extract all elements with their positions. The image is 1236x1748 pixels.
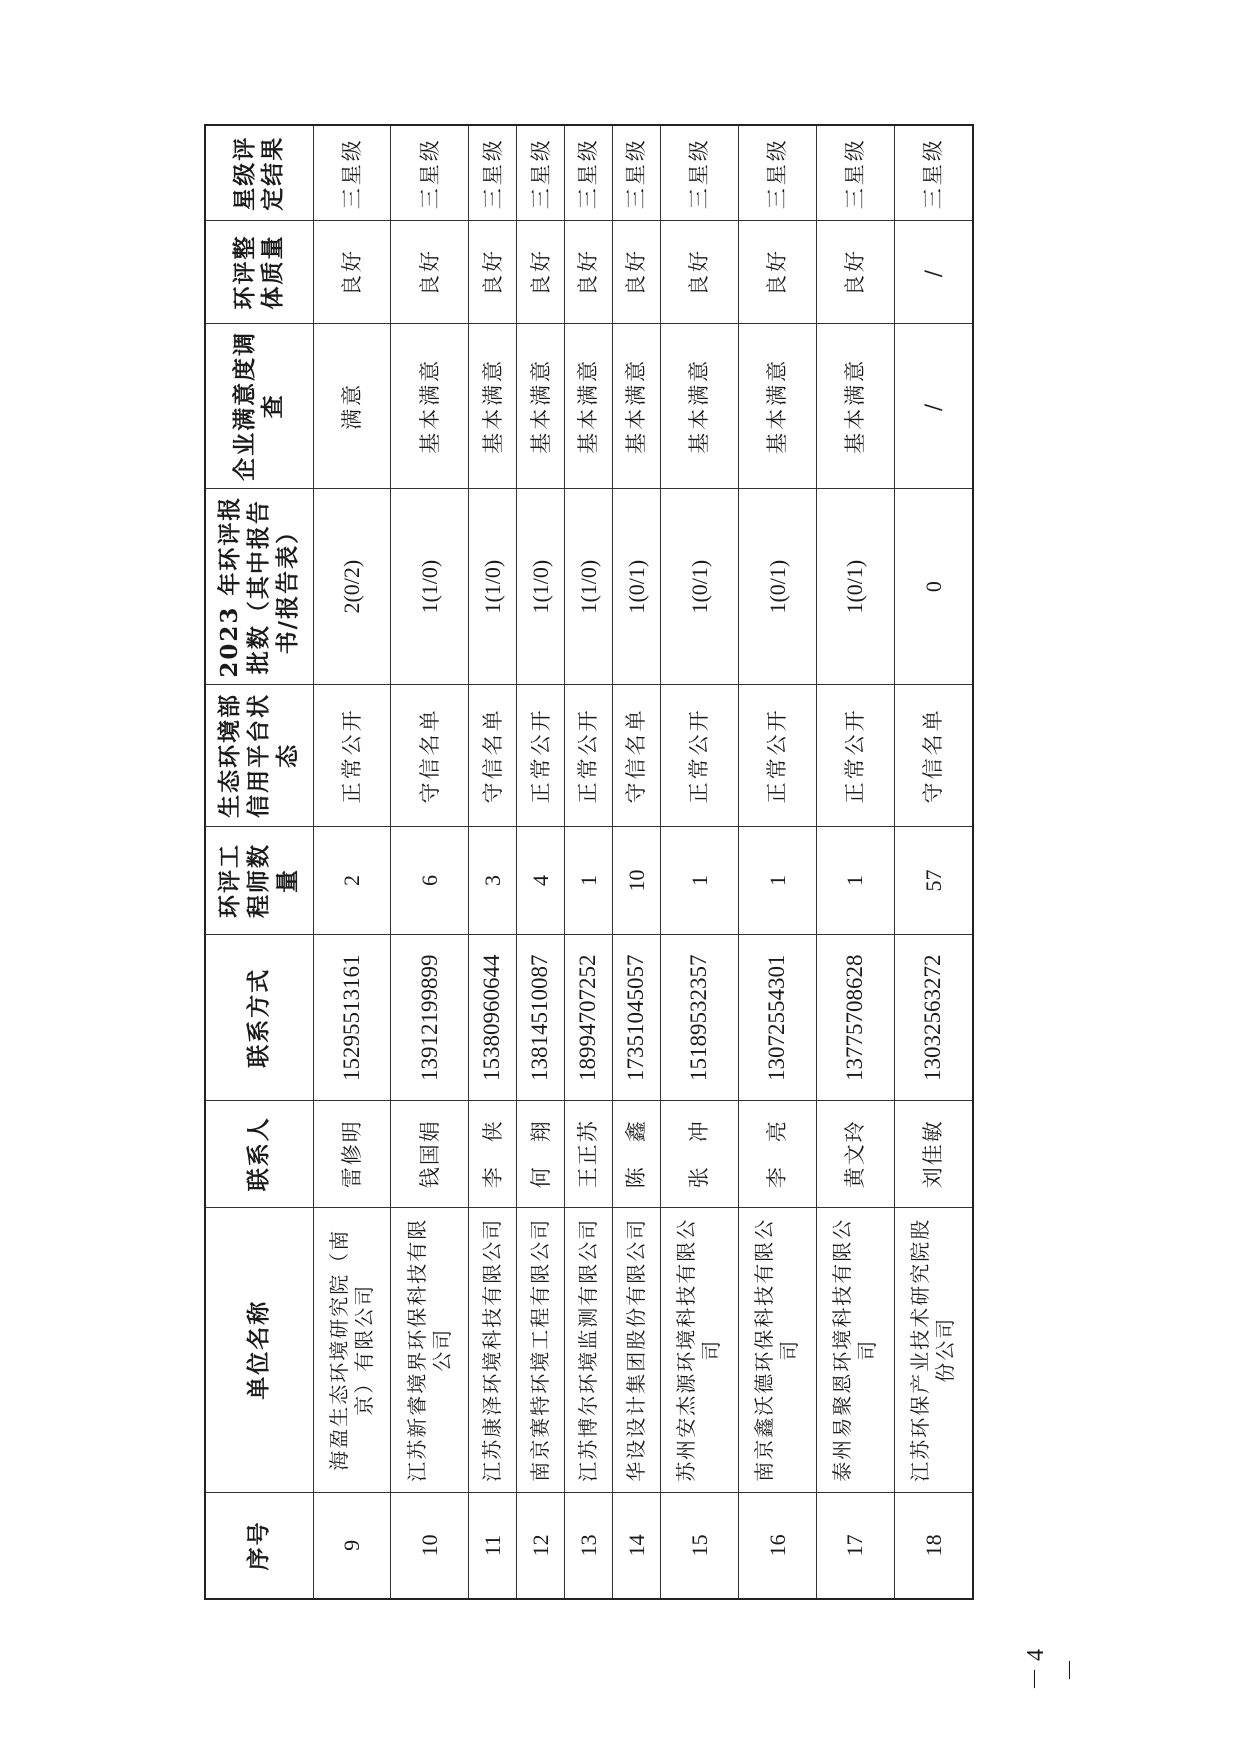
table-row [517, 125, 565, 1599]
cell-seq: 15 [660, 1492, 738, 1599]
header-seq: 序号 [205, 1492, 313, 1599]
table-row [565, 125, 613, 1599]
cell-star: 三星级 [738, 125, 816, 221]
table-header-row [205, 125, 313, 1599]
cell-credit: 正常公开 [738, 685, 816, 827]
cell-credit: 守信名单 [894, 685, 973, 827]
cell-unit: 江苏环保产业技术研究院股份公司 [894, 1207, 973, 1492]
cell-star: 三星级 [391, 125, 469, 221]
cell-unit: 江苏博尔环境监测有限公司 [565, 1207, 613, 1492]
cell-seq: 10 [391, 1492, 469, 1599]
cell-quality: 良好 [313, 221, 391, 323]
cell-credit: 正常公开 [565, 685, 613, 827]
header-engineers: 环评工程师数量 [205, 826, 313, 935]
header-approvals: 2023 年环评报批数（其中报告书/报告表） [205, 489, 313, 685]
cell-star: 三星级 [565, 125, 613, 221]
cell-quality: 良好 [391, 221, 469, 323]
cell-approvals: 1(0/1) [738, 489, 816, 685]
cell-engineers: 57 [894, 826, 973, 935]
cell-approvals: 1(0/1) [816, 489, 894, 685]
cell-satisfaction: 基本满意 [612, 323, 660, 488]
cell-approvals: 1(1/0) [565, 489, 613, 685]
cell-satisfaction: 基本满意 [816, 323, 894, 488]
cell-star: 三星级 [612, 125, 660, 221]
cell-contact: 刘佳敏 [894, 1100, 973, 1207]
cell-star: 三星级 [816, 125, 894, 221]
table-row [313, 125, 391, 1599]
cell-seq: 14 [612, 1492, 660, 1599]
cell-phone: 13814510087 [517, 935, 565, 1100]
cell-approvals: 0 [894, 489, 973, 685]
cell-unit: 华设设计集团股份有限公司 [612, 1207, 660, 1492]
cell-engineers: 1 [816, 826, 894, 935]
cell-contact: 李 侠 [469, 1100, 517, 1207]
cell-contact: 黄文玲 [816, 1100, 894, 1207]
cell-satisfaction: 满意 [313, 323, 391, 488]
header-phone: 联系方式 [205, 935, 313, 1100]
cell-unit: 苏州安杰源环境科技有限公司 [660, 1207, 738, 1492]
cell-contact: 何 翔 [517, 1100, 565, 1207]
evaluation-table [204, 124, 974, 1600]
cell-approvals: 1(0/1) [660, 489, 738, 685]
cell-contact: 张 冲 [660, 1100, 738, 1207]
cell-seq: 13 [565, 1492, 613, 1599]
cell-satisfaction: / [894, 323, 973, 488]
cell-contact: 雷修明 [313, 1100, 391, 1207]
cell-unit: 泰州易聚恩环境科技有限公司 [816, 1207, 894, 1492]
cell-credit: 正常公开 [660, 685, 738, 827]
cell-contact: 钱国娟 [391, 1100, 469, 1207]
cell-engineers: 1 [660, 826, 738, 935]
cell-seq: 16 [738, 1492, 816, 1599]
cell-approvals: 2(0/2) [313, 489, 391, 685]
table-row [612, 125, 660, 1599]
cell-star: 三星级 [660, 125, 738, 221]
cell-credit: 正常公开 [816, 685, 894, 827]
cell-satisfaction: 基本满意 [391, 323, 469, 488]
cell-unit: 南京鑫沃德环保科技有限公司 [738, 1207, 816, 1492]
cell-contact: 王正苏 [565, 1100, 613, 1207]
cell-engineers: 4 [517, 826, 565, 935]
cell-approvals: 1(0/1) [612, 489, 660, 685]
cell-phone: 13072554301 [738, 935, 816, 1100]
cell-seq: 18 [894, 1492, 973, 1599]
cell-star: 三星级 [517, 125, 565, 221]
cell-satisfaction: 基本满意 [469, 323, 517, 488]
cell-phone: 13032563272 [894, 935, 973, 1100]
cell-seq: 9 [313, 1492, 391, 1599]
table-row [738, 125, 816, 1599]
cell-star: 三星级 [469, 125, 517, 221]
header-credit: 生态环境部信用平台状态 [205, 685, 313, 827]
cell-approvals: 1(1/0) [469, 489, 517, 685]
table-row [816, 125, 894, 1599]
page-number: － 4 － [1023, 1649, 1084, 1691]
header-quality: 环评整体质量 [205, 221, 313, 323]
cell-phone: 18994707252 [565, 935, 613, 1100]
cell-quality: 良好 [517, 221, 565, 323]
table-row [469, 125, 517, 1599]
header-unit: 单位名称 [205, 1207, 313, 1492]
cell-engineers: 2 [313, 826, 391, 935]
cell-contact: 李 亮 [738, 1100, 816, 1207]
cell-credit: 守信名单 [612, 685, 660, 827]
header-contact: 联系人 [205, 1100, 313, 1207]
cell-phone: 17351045057 [612, 935, 660, 1100]
cell-phone: 15380960644 [469, 935, 517, 1100]
cell-credit: 守信名单 [391, 685, 469, 827]
cell-engineers: 3 [469, 826, 517, 935]
cell-seq: 17 [816, 1492, 894, 1599]
cell-phone: 15295513161 [313, 935, 391, 1100]
cell-seq: 12 [517, 1492, 565, 1599]
cell-satisfaction: 基本满意 [517, 323, 565, 488]
cell-quality: 良好 [469, 221, 517, 323]
cell-satisfaction: 基本满意 [565, 323, 613, 488]
header-satisfaction: 企业满意度调查 [205, 323, 313, 488]
cell-quality: / [894, 221, 973, 323]
cell-approvals: 1(1/0) [517, 489, 565, 685]
rotated-table-sheet [204, 124, 974, 1600]
table-row [894, 125, 973, 1599]
cell-quality: 良好 [565, 221, 613, 323]
cell-engineers: 1 [565, 826, 613, 935]
cell-satisfaction: 基本满意 [738, 323, 816, 488]
cell-unit: 江苏康泽环境科技有限公司 [469, 1207, 517, 1492]
cell-unit: 南京赛特环境工程有限公司 [517, 1207, 565, 1492]
cell-quality: 良好 [660, 221, 738, 323]
table-row [391, 125, 469, 1599]
cell-engineers: 10 [612, 826, 660, 935]
cell-credit: 正常公开 [313, 685, 391, 827]
cell-credit: 正常公开 [517, 685, 565, 827]
cell-quality: 良好 [816, 221, 894, 323]
cell-satisfaction: 基本满意 [660, 323, 738, 488]
table-row [660, 125, 738, 1599]
cell-quality: 良好 [612, 221, 660, 323]
cell-phone: 13775708628 [816, 935, 894, 1100]
cell-star: 三星级 [313, 125, 391, 221]
cell-engineers: 1 [738, 826, 816, 935]
cell-star: 三星级 [894, 125, 973, 221]
cell-engineers: 6 [391, 826, 469, 935]
cell-credit: 守信名单 [469, 685, 517, 827]
cell-unit: 江苏新睿境界环保科技有限公司 [391, 1207, 469, 1492]
cell-seq: 11 [469, 1492, 517, 1599]
cell-contact: 陈 鑫 [612, 1100, 660, 1207]
cell-unit: 海盈生态环境研究院（南京）有限公司 [313, 1207, 391, 1492]
cell-quality: 良好 [738, 221, 816, 323]
cell-approvals: 1(1/0) [391, 489, 469, 685]
cell-phone: 15189532357 [660, 935, 738, 1100]
cell-phone: 13912199899 [391, 935, 469, 1100]
header-star: 星级评定结果 [205, 125, 313, 221]
